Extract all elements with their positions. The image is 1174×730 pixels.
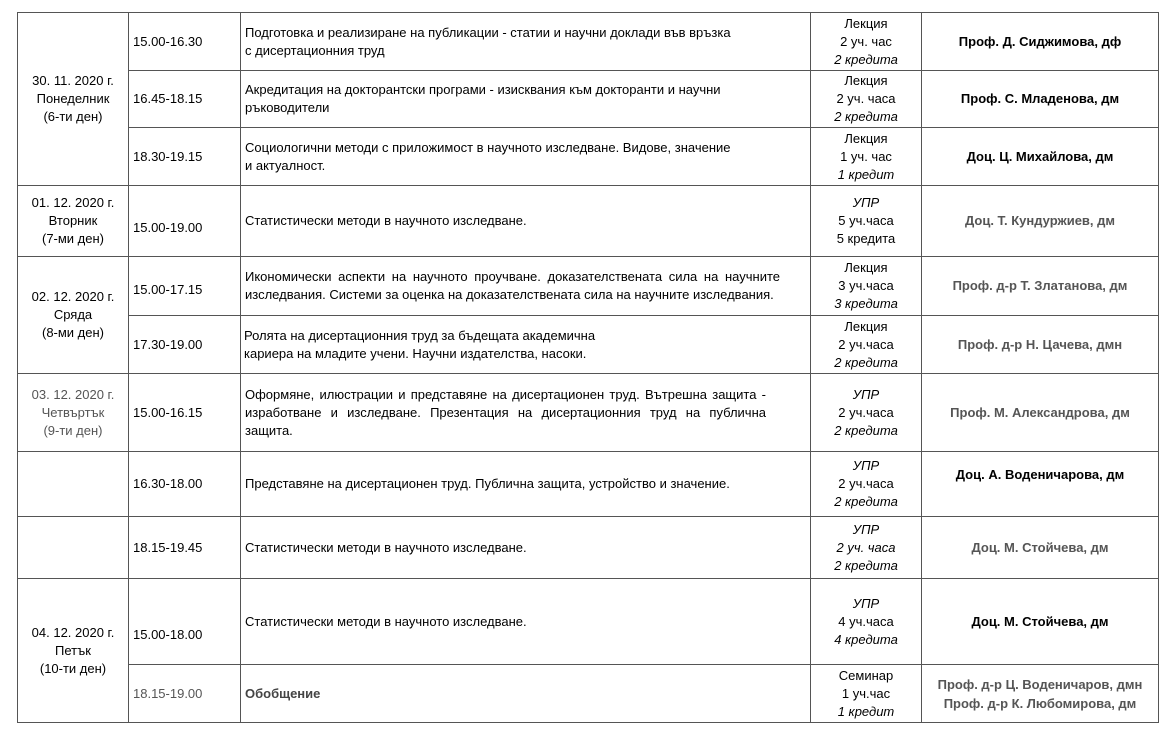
time-cell bbox=[129, 316, 241, 374]
date-cell bbox=[18, 13, 129, 186]
time-text: 18.15-19.45 bbox=[133, 539, 203, 555]
table-row bbox=[18, 13, 1159, 71]
topic-cell bbox=[241, 517, 811, 579]
time-cell bbox=[129, 579, 241, 665]
type-cell bbox=[811, 517, 922, 579]
hours-text: 4 уч.часа bbox=[838, 613, 894, 629]
weekday-text: Понеделник bbox=[36, 91, 110, 106]
lecturer-name: Доц. Т. Кундуржиев, дм bbox=[964, 213, 1116, 228]
table-row bbox=[18, 579, 1159, 665]
time-text: 18.30-19.15 bbox=[133, 148, 203, 164]
class-type: УПР bbox=[852, 195, 880, 210]
class-type: Лекция bbox=[844, 15, 888, 31]
credits-text: 2 кредита bbox=[834, 354, 898, 370]
hours-text: 1 уч.час bbox=[841, 685, 891, 701]
credits-text: 2 кредита bbox=[834, 109, 898, 124]
time-text: 16.45-18.15 bbox=[133, 91, 203, 106]
type-cell bbox=[811, 579, 922, 665]
topic-cell bbox=[241, 579, 811, 665]
lecturer-name: Проф. д-р Н. Цачева, дмн bbox=[957, 336, 1123, 352]
lecturer-name: Проф. Д. Сиджимова, дф bbox=[958, 33, 1122, 49]
date-cell bbox=[18, 186, 129, 257]
time-cell bbox=[129, 186, 241, 257]
lecturer-name: Доц. М. Стойчева, дм bbox=[971, 539, 1109, 555]
schedule-table bbox=[17, 12, 1159, 723]
time-cell bbox=[129, 257, 241, 316]
type-cell bbox=[811, 128, 922, 186]
date-text: 03. 12. 2020 г. bbox=[31, 386, 115, 402]
lecturer-name: Проф. д-р Ц. Воденичаров, дмн bbox=[937, 676, 1143, 692]
lecturer-name: Доц. Ц. Михайлова, дм bbox=[966, 148, 1114, 164]
topic-text: Представяне на дисертационен труд. Публична защита, устройство и значение. bbox=[245, 476, 730, 491]
time-cell bbox=[129, 374, 241, 452]
hours-text: 2 уч.часа bbox=[838, 476, 894, 491]
lecturer-cell bbox=[922, 517, 1159, 579]
lecturer-name: Доц. М. Стойчева, дм bbox=[971, 613, 1109, 629]
day-number-text: (6-ти ден) bbox=[43, 109, 103, 124]
class-type: УПР bbox=[852, 521, 880, 537]
table-row bbox=[18, 128, 1159, 186]
time-cell bbox=[129, 665, 241, 723]
date-cell bbox=[18, 374, 129, 452]
type-cell bbox=[811, 452, 922, 517]
table-row bbox=[18, 452, 1159, 517]
class-type: УПР bbox=[852, 458, 880, 473]
table-row bbox=[18, 71, 1159, 128]
type-cell bbox=[811, 71, 922, 128]
topic-text: Подготовка и реализиране на публикации - статии и научни доклади във връзка bbox=[245, 24, 731, 40]
class-type: УПР bbox=[852, 595, 880, 611]
time-cell bbox=[129, 517, 241, 579]
type-cell bbox=[811, 13, 922, 71]
table-row bbox=[18, 517, 1159, 579]
table-row bbox=[18, 257, 1159, 316]
topic-text: Икономически аспекти на научното проучване. доказателствената сила на научните изследвания. Системи за оценка на доказателствената сила на научните изследвания. bbox=[245, 269, 780, 302]
topic-text: Обобщение bbox=[245, 685, 321, 701]
lecturer-cell bbox=[922, 71, 1159, 128]
lecturer-cell bbox=[922, 316, 1159, 374]
topic-cell bbox=[241, 128, 811, 186]
topic-cell bbox=[241, 71, 811, 128]
lecturer-name: Проф. С. Младенова, дм bbox=[960, 91, 1120, 106]
date-text: 01. 12. 2020 г. bbox=[31, 195, 115, 210]
credits-text: 4 кредита bbox=[834, 631, 898, 647]
time-cell bbox=[129, 128, 241, 186]
topic-text: и актуалност. bbox=[245, 157, 326, 173]
date-cell bbox=[18, 579, 129, 723]
date-text: 02. 12. 2020 г. bbox=[31, 289, 115, 304]
hours-text: 2 уч.часа bbox=[838, 336, 894, 352]
type-cell bbox=[811, 374, 922, 452]
credits-text: 2 кредита bbox=[834, 51, 898, 67]
date-text: 04. 12. 2020 г. bbox=[31, 624, 115, 640]
date-text: 30. 11. 2020 г. bbox=[32, 73, 114, 88]
time-cell bbox=[129, 71, 241, 128]
time-text: 18.15-19.00 bbox=[133, 685, 203, 701]
credits-text: 1 кредит bbox=[837, 166, 895, 182]
lecturer-cell bbox=[922, 257, 1159, 316]
time-text: 15.00-16.30 bbox=[133, 33, 203, 49]
lecturer-name: Проф. М. Александрова, дм bbox=[950, 404, 1130, 420]
lecturer-name: Доц. А. Воденичарова, дм bbox=[955, 467, 1125, 482]
table-row bbox=[18, 186, 1159, 257]
hours-text: 2 уч. час bbox=[840, 33, 892, 49]
hours-text: 2 уч. часа bbox=[836, 91, 896, 106]
weekday-text: Петък bbox=[55, 642, 91, 658]
day-number-text: (10-ти ден) bbox=[39, 660, 107, 676]
credits-text: 5 кредита bbox=[836, 231, 896, 246]
hours-text: 1 уч. час bbox=[840, 148, 892, 164]
lecturer-cell bbox=[922, 452, 1159, 517]
class-type: Лекция bbox=[844, 130, 888, 146]
type-cell bbox=[811, 186, 922, 257]
type-cell bbox=[811, 665, 922, 723]
weekday-text: Вторник bbox=[48, 213, 98, 228]
day-number-text: (8-ми ден) bbox=[41, 325, 105, 340]
date-cell bbox=[18, 257, 129, 374]
lecturer-cell bbox=[922, 128, 1159, 186]
topic-text: кариера на младите учени. Научни издателства, насоки. bbox=[244, 345, 587, 361]
lecturer-cell bbox=[922, 374, 1159, 452]
topic-cell bbox=[241, 257, 811, 316]
topic-text: Статистически методи в научното изследване. bbox=[245, 213, 527, 228]
time-cell bbox=[129, 13, 241, 71]
hours-text: 3 уч.часа bbox=[838, 278, 894, 293]
topic-text: ръководители bbox=[245, 100, 330, 115]
topic-cell bbox=[241, 186, 811, 257]
type-cell bbox=[811, 316, 922, 374]
credits-text: 2 кредита bbox=[834, 557, 898, 573]
time-text: 15.00-17.15 bbox=[133, 282, 203, 297]
class-type: Лекция bbox=[844, 73, 888, 88]
type-cell bbox=[811, 257, 922, 316]
topic-text: Социологични методи с приложимост в научното изследване. Видове, значение bbox=[245, 139, 731, 155]
topic-text: Оформяне, илюстрации и представяне на дисертационен труд. Вътрешна защита - изработване и изследване. Презентация на дисертационния труд на публична защита. bbox=[245, 386, 766, 438]
class-type: УПР bbox=[852, 386, 880, 402]
topic-cell bbox=[241, 452, 811, 517]
date-cell bbox=[18, 452, 129, 517]
date-cell bbox=[18, 517, 129, 579]
lecturer-cell bbox=[922, 579, 1159, 665]
topic-text: Статистически методи в научното изследване. bbox=[245, 539, 527, 555]
weekday-text: Сряда bbox=[53, 307, 93, 322]
time-text: 17.30-19.00 bbox=[133, 336, 203, 352]
day-number-text: (9-ти ден) bbox=[43, 422, 103, 438]
credits-text: 2 кредита bbox=[834, 494, 898, 509]
credits-text: 1 кредит bbox=[837, 703, 895, 719]
time-text: 15.00-18.00 bbox=[133, 626, 203, 642]
time-cell bbox=[129, 452, 241, 517]
topic-cell bbox=[241, 374, 811, 452]
time-text: 16.30-18.00 bbox=[133, 476, 203, 491]
time-text: 15.00-16.15 bbox=[133, 404, 203, 420]
topic-text: Статистически методи в научното изследване. bbox=[245, 613, 527, 629]
topic-cell bbox=[241, 665, 811, 723]
topic-text: Акредитация на докторантски програми - изисквания към докторанти и научни bbox=[245, 82, 721, 97]
table-row bbox=[18, 665, 1159, 723]
lecturer-cell bbox=[922, 665, 1159, 723]
topic-cell bbox=[241, 13, 811, 71]
table-row bbox=[18, 374, 1159, 452]
lecturer-cell bbox=[922, 13, 1159, 71]
lecturer-cell bbox=[922, 186, 1159, 257]
class-type: Лекция bbox=[844, 260, 888, 275]
hours-text: 2 уч. часа bbox=[836, 539, 896, 555]
hours-text: 5 уч.часа bbox=[838, 213, 894, 228]
time-text: 15.00-19.00 bbox=[133, 220, 203, 235]
hours-text: 2 уч.часа bbox=[838, 404, 894, 420]
class-type: Семинар bbox=[838, 667, 894, 683]
lecturer-name: Проф. д-р К. Любомирова, дм bbox=[943, 695, 1137, 711]
credits-text: 3 кредита bbox=[834, 296, 898, 311]
topic-text: с дисертационния труд bbox=[245, 42, 385, 58]
weekday-text: Четвъртък bbox=[41, 404, 105, 420]
credits-text: 2 кредита bbox=[834, 422, 898, 438]
topic-cell bbox=[241, 316, 811, 374]
topic-text: Ролята на дисертационния труд за бъдещата академична bbox=[244, 327, 596, 343]
class-type: Лекция bbox=[844, 318, 888, 334]
day-number-text: (7-ми ден) bbox=[41, 231, 105, 246]
lecturer-name: Проф. д-р Т. Златанова, дм bbox=[952, 278, 1128, 293]
table-row bbox=[18, 316, 1159, 374]
